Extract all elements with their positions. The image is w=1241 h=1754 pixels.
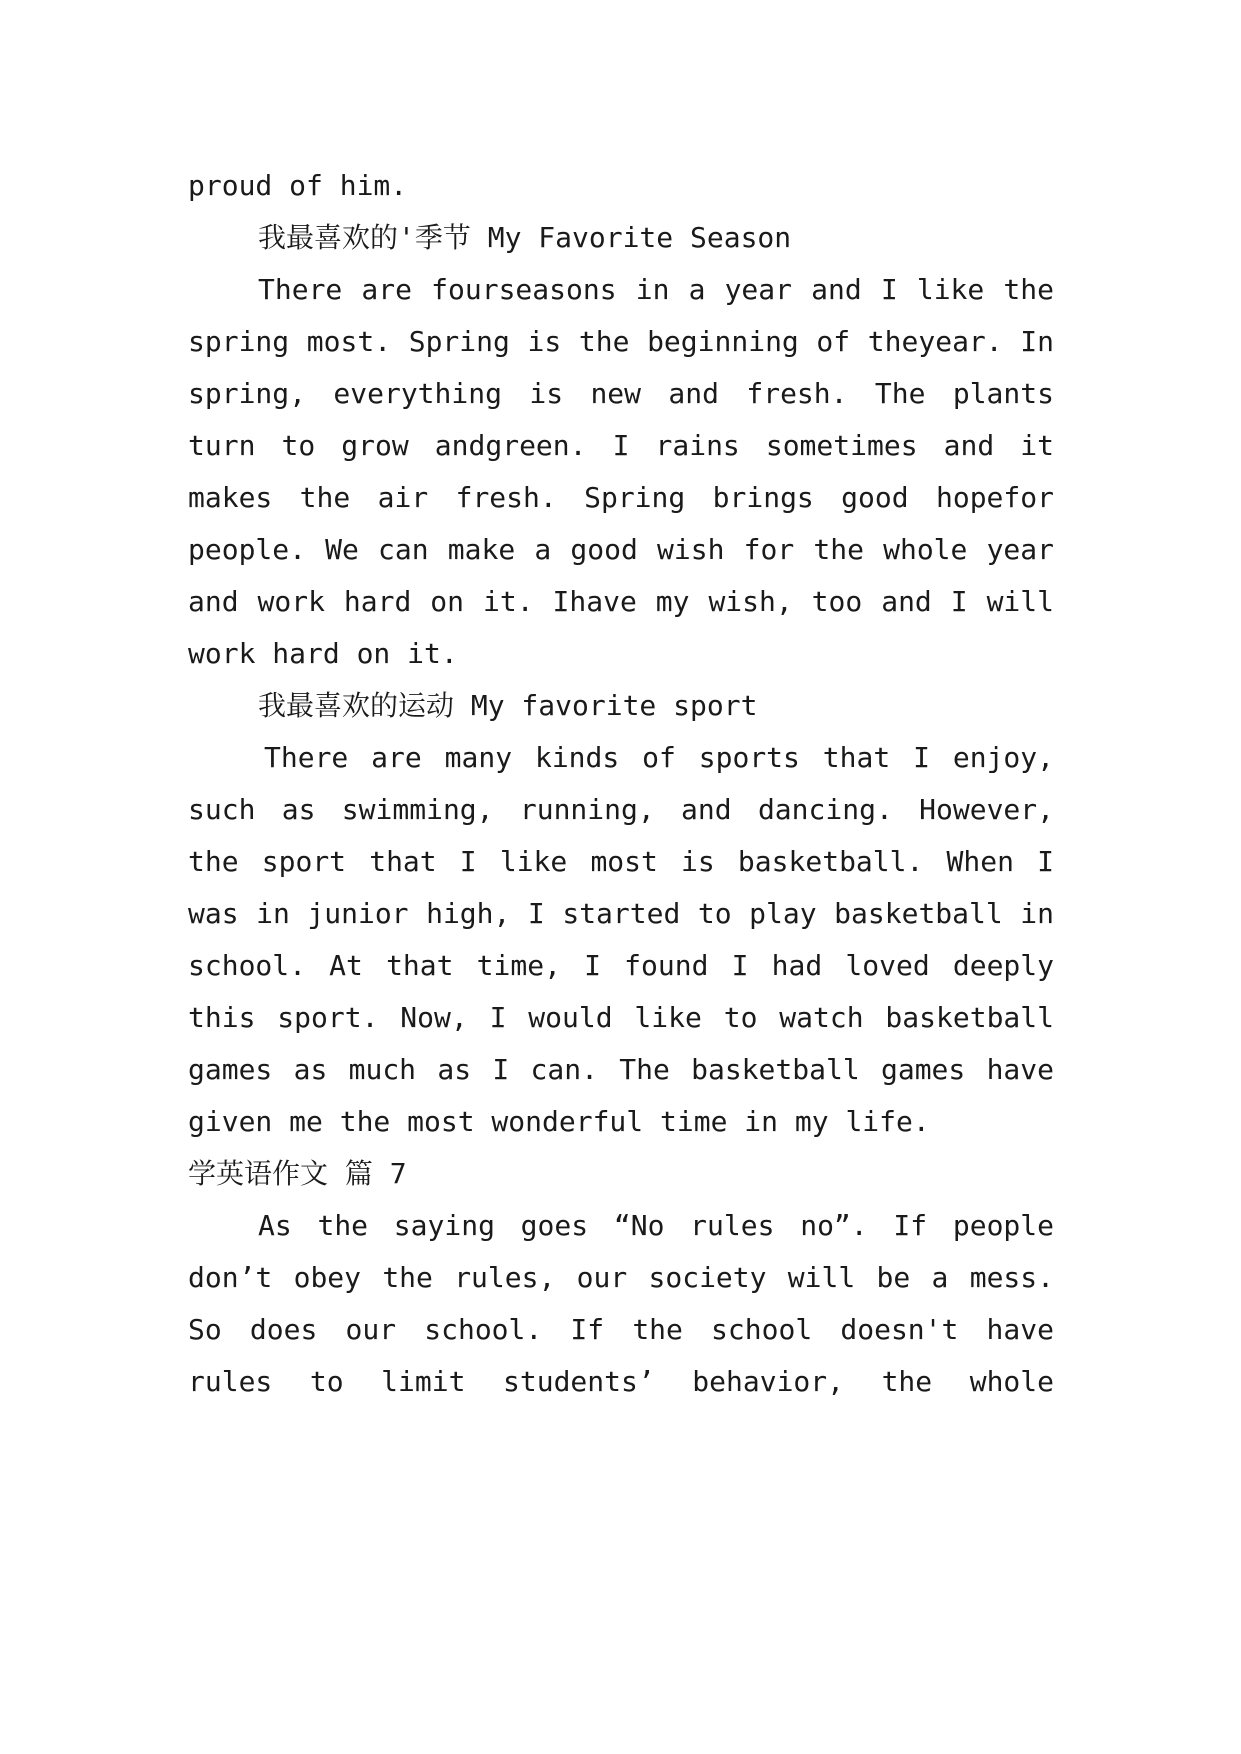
text-line: games as much as I can. The basketball games have xyxy=(188,1053,1054,1086)
text-line: There are fourseasons in a year and I like the xyxy=(258,273,1054,306)
text-line: rules to limit students’ behavior, the whole xyxy=(188,1365,1054,1398)
text-line: proud of him. xyxy=(188,169,408,202)
text-line: spring, everything is new and fresh. The plants xyxy=(188,377,1054,410)
text-line: There are many kinds of sports that I enjoy, xyxy=(264,741,1054,774)
text-line: given me the most wonderful time in my life. xyxy=(188,1105,930,1138)
text-line: people. We can make a good wish for the whole year xyxy=(188,533,1054,566)
text-line: turn to grow andgreen. I rains sometimes and it xyxy=(188,429,1054,462)
text-line: was in junior high, I started to play basketball in xyxy=(188,897,1054,930)
text-line: such as swimming, running, and dancing. However, xyxy=(188,793,1054,826)
text-line: makes the air fresh. Spring brings good hopefor xyxy=(188,481,1054,514)
text-line: and work hard on it. Ihave my wish, too and I will xyxy=(188,585,1054,618)
section-title-sport: 我最喜欢的运动 My favorite sport xyxy=(258,689,758,722)
text-line: work hard on it. xyxy=(188,637,458,670)
text-line: don’t obey the rules, our society will be a mess. xyxy=(188,1261,1054,1294)
text-line: this sport. Now, I would like to watch basketball xyxy=(188,1001,1054,1034)
text-line: So does our school. If the school doesn't have xyxy=(188,1313,1054,1346)
text-line: the sport that I like most is basketball. When I xyxy=(188,845,1054,878)
text-line: school. At that time, I found I had loved deeply xyxy=(188,949,1054,982)
section-title-season: 我最喜欢的'季节 My Favorite Season xyxy=(258,221,792,254)
text-line: spring most. Spring is the beginning of theyear. In xyxy=(188,325,1054,358)
article-heading: 学英语作文 篇 7 xyxy=(188,1157,407,1190)
text-line: As the saying goes “No rules no”. If people xyxy=(258,1209,1054,1242)
